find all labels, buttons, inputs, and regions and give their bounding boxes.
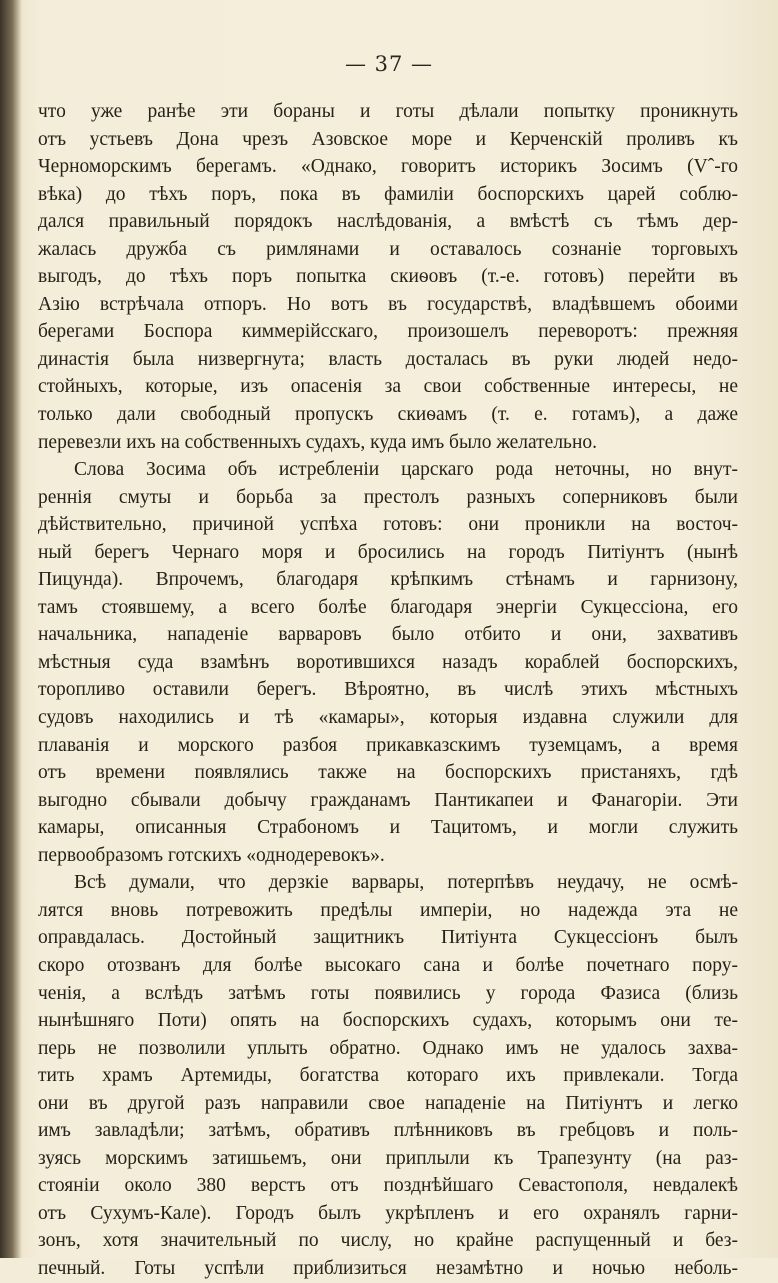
text-line: отъ Сухумъ-Кале). Городъ былъ укрѣпленъ и его охранялъ гарни- <box>38 1202 738 1224</box>
page-number: — 37 — <box>344 52 434 76</box>
text-line: что уже ранѣе эти бораны и готы дѣлали попытку проникнуть <box>38 101 738 122</box>
text-line: дался правильный порядокъ наслѣдованія, а вмѣстѣ съ тѣмъ дер- <box>38 211 738 233</box>
text-line: выгодъ, до тѣхъ поръ попытка скиѳовъ (т.-е. готовъ) перейти въ <box>38 266 738 288</box>
text-line: мѣстныя суда взамѣнъ воротившихся назадъ кораблей боспорскихъ, <box>38 651 738 673</box>
text-line: берегами Боспора киммерійсскаго, произошелъ переворотъ: прежняя <box>38 321 738 343</box>
text-line: тить храмъ Артемиды, богатства котораго ихъ привлекали. Тогда <box>38 1065 738 1087</box>
text-line: выгодно сбывали добычу гражданамъ Пантикапеи и Фанагоріи. Эти <box>38 789 738 811</box>
text-line: зонъ, хотя значительный по числу, но крайне распущенный и без- <box>38 1230 738 1252</box>
text-line: скоро отозванъ для болѣе высокаго сана и болѣе почетнаго пору- <box>38 954 738 976</box>
body-text <box>38 98 738 1283</box>
text-line: камары, описанныя Страбономъ и Тацитомъ, и могли служить <box>38 817 738 839</box>
text-line: имъ завладѣли; затѣмъ, обративъ плѣнниковъ въ гребцовъ и поль- <box>38 1120 738 1142</box>
text-line: только дали свободный пропускъ скиѳамъ (т. е. готамъ), а даже <box>38 404 738 426</box>
text-line: Всѣ думали, что дерзкіе варвары, потерпѣвъ неудачу, не осмѣ- <box>74 872 738 894</box>
text-line: стояніи около 380 верстъ отъ позднѣйшаго Севастополя, невдалекѣ <box>38 1175 738 1197</box>
text-line: торопливо оставили берегъ. Вѣроятно, въ числѣ этихъ мѣстныхъ <box>38 679 738 701</box>
text-line: жалась дружба съ римлянами и оставалось сознаніе торговыхъ <box>38 238 738 260</box>
text-line: лятся вновь потревожить предѣлы имперіи, но надежда эта не <box>38 899 738 921</box>
text-line: зуясь морскимъ затишьемъ, они приплыли къ Трапезунту (на раз- <box>38 1147 738 1169</box>
text-line: Черноморскимъ берегамъ. «Однако, говоритъ историкъ Зосимъ (Vˆ-го <box>38 156 738 178</box>
text-line: плаванія и морского разбоя прикавказскимъ туземцамъ, а время <box>38 734 738 756</box>
text-line: тамъ стоявшему, а всего болѣе благодаря энергіи Сукцессіона, его <box>38 596 738 618</box>
text-line: оправдалась. Достойный защитникъ Питіунта Сукцессіонъ былъ <box>38 927 738 949</box>
text-line: династія была низвергнута; власть досталась въ руки людей недо- <box>38 348 738 370</box>
text-line: Пицунда). Впрочемъ, благодаря крѣпкимъ стѣнамъ и гарнизону, <box>38 569 738 591</box>
book-spine-shadow <box>0 0 22 1258</box>
text-line: перевезли ихъ на собственныхъ судахъ, куда имъ было желательно. <box>38 431 598 453</box>
text-line: они въ другой разъ направили свое нападеніе на Питіунтъ и легко <box>38 1092 738 1114</box>
text-line: отъ времени появлялись также на боспорскихъ пристаняхъ, гдѣ <box>38 762 738 784</box>
text-line: судовъ находились и тѣ «камары», которыя издавна служили для <box>38 707 738 729</box>
text-line: отъ устьевъ Дона чрезъ Азовское море и Керченскій проливъ къ <box>38 128 738 150</box>
text-line: начальника, нападеніе варваровъ было отбито и они, захвативъ <box>38 624 738 646</box>
text-line: реннія смуты и борьба за престолъ разныхъ соперниковъ были <box>38 486 738 508</box>
text-line: нынѣшняго Поти) опять на боспорскихъ судахъ, которымъ они те- <box>38 1010 738 1032</box>
text-line: дѣйствительно, причиной успѣха готовъ: они проникли на восточ- <box>38 514 738 536</box>
text-line: Азію встрѣчала отпоръ. Но вотъ въ государствѣ, владѣвшемъ обоими <box>38 293 738 315</box>
text-line: перь не позволили уплыть обратно. Однако имъ не удалось захва- <box>38 1037 738 1059</box>
text-line: ный берегъ Чернаго моря и бросились на городъ Питіунтъ (нынѣ <box>38 541 738 563</box>
text-line: первообразомъ готскихъ «однодеревокъ». <box>38 844 385 866</box>
text-line: печный. Готы успѣли приблизиться незамѣтно и ночью неболь- <box>38 1257 738 1279</box>
text-line: вѣка) до тѣхъ поръ, пока въ фамиліи боспорскихъ царей соблю- <box>38 183 738 205</box>
text-line: Слова Зосима объ истребленіи царскаго рода неточны, но внут- <box>74 459 738 481</box>
text-line: ченія, а вслѣдъ затѣмъ готы появились у города Фазиса (близь <box>38 982 738 1004</box>
text-line: стойныхъ, которые, изъ опасенія за свои собственные интересы, не <box>38 376 738 398</box>
